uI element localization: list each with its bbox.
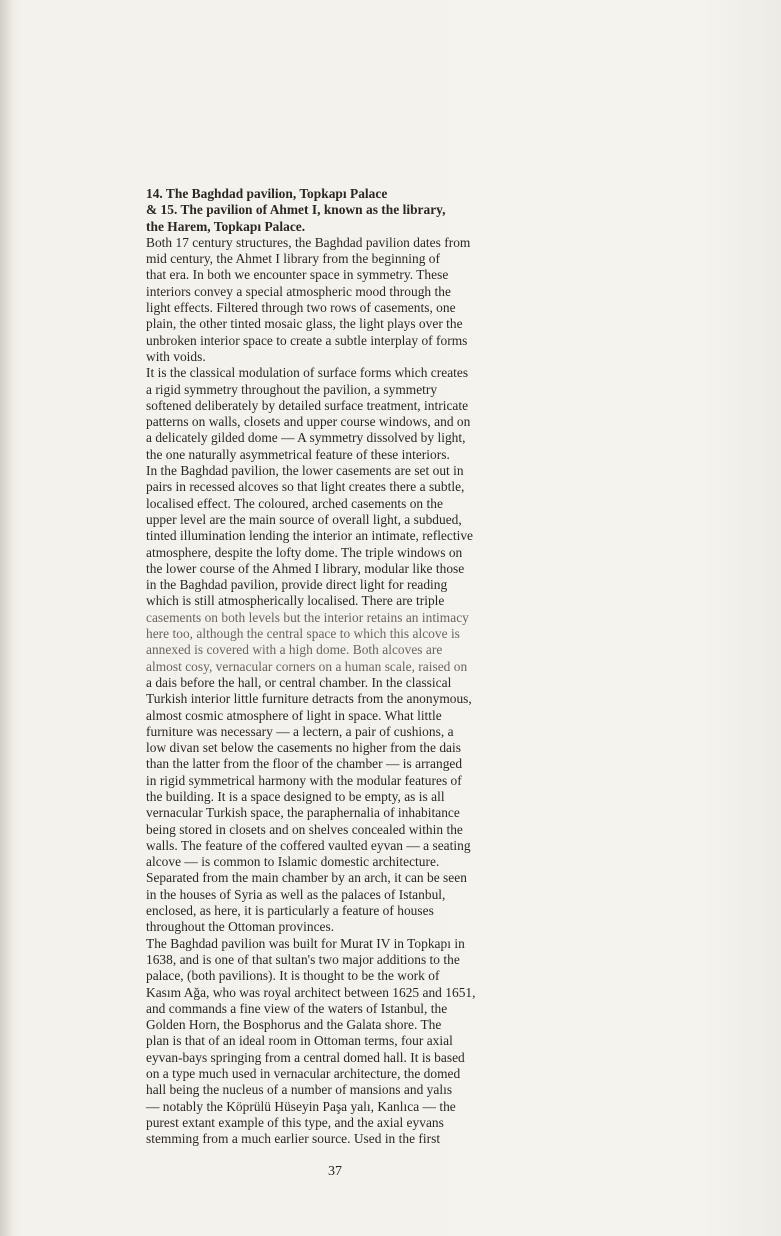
body-text-line: unbroken interior space to create a subtle interplay of forms bbox=[146, 332, 468, 348]
body-text-line: in rigid symmetrical harmony with the modular features of bbox=[146, 772, 462, 788]
body-text-line: the lower course of the Ahmed I library, modular like those bbox=[146, 560, 465, 576]
body-text-line: the building. It is a space designed to be empty, as is all bbox=[146, 788, 445, 804]
body-text-line: Both 17 century structures, the Baghdad pavilion dates from bbox=[146, 234, 471, 250]
body-text-line: furniture was necessary — a lectern, a pair of cushions, a bbox=[146, 723, 454, 739]
heading-line: & 15. The pavilion of Ahmet I, known as the library, bbox=[146, 202, 446, 218]
body-text-line: in the houses of Syria as well as the palaces of Istanbul, bbox=[146, 886, 446, 902]
body-text-line: throughout the Ottoman provinces. bbox=[146, 919, 335, 935]
body-text-line: in the Baghdad pavilion, provide direct light for reading bbox=[146, 577, 448, 593]
body-text-line: low divan set below the casements no higher from the dais bbox=[146, 740, 461, 756]
body-text-line: being stored in closets and on shelves concealed within the bbox=[146, 821, 463, 837]
body-text-line: hall being the nucleus of a number of mansions and yalıs bbox=[146, 1082, 453, 1098]
body-text-line: a dais before the hall, or central chamber. In the classical bbox=[146, 674, 452, 690]
body-text-line: vernacular Turkish space, the paraphernalia of inhabitance bbox=[146, 805, 460, 821]
body-text-line: interiors convey a special atmospheric mood through the bbox=[146, 283, 451, 299]
body-text-line: almost cosmic atmosphere of light in space. What little bbox=[146, 707, 442, 723]
body-text-line: patterns on walls, closets and upper course windows, and on bbox=[146, 414, 471, 430]
body-text-line: purest extant example of this type, and the axial eyvans bbox=[146, 1114, 444, 1130]
body-text-line: a delicately gilded dome — A symmetry dissolved by light, bbox=[146, 430, 466, 446]
caption-heading bbox=[146, 186, 526, 235]
body-text-line: mid century, the Ahmet I library from the beginning of bbox=[146, 251, 440, 267]
body-text-line: casements on both levels but the interior retains an intimacy bbox=[146, 609, 469, 625]
body-text-line: upper level are the main source of overall light, a subdued, bbox=[146, 511, 462, 527]
body-text-line: on a type much used in vernacular architecture, the domed bbox=[146, 1066, 461, 1082]
body-text-line: — notably the Köprülü Hüseyin Paşa yalı, Kanlıca — the bbox=[146, 1098, 456, 1114]
body-text-line: atmosphere, despite the lofty dome. The triple windows on bbox=[146, 544, 463, 560]
heading-line: 14. The Baghdad pavilion, Topkapı Palace bbox=[146, 186, 388, 201]
body-text-line: It is the classical modulation of surface forms which creates bbox=[146, 365, 469, 381]
page-gutter-shadow bbox=[0, 0, 14, 1236]
body-text-line: a rigid symmetry throughout the pavilion, a symmetry bbox=[146, 381, 438, 397]
heading-line: the Harem, Topkapı Palace. bbox=[146, 218, 306, 234]
body-text-line: In the Baghdad pavilion, the lower casements are set out in bbox=[146, 463, 464, 479]
body-text-line: The Baghdad pavilion was built for Murat IV in Topkapı in bbox=[146, 935, 465, 951]
body-text-line: stemming from a much earlier source. Used in the first bbox=[146, 1131, 441, 1147]
body-text-line: Kasım Ağa, who was royal architect between 1625 and 1651, bbox=[146, 984, 476, 1000]
body-text-line: with voids. bbox=[146, 348, 206, 364]
body-text-line: the one naturally asymmetrical feature of these interiors. bbox=[146, 446, 450, 462]
body-text-line: Golden Horn, the Bosphorus and the Galata shore. The bbox=[146, 1017, 442, 1033]
body-text-line: here too, although the central space to which this alcove is bbox=[146, 626, 460, 642]
caption-text-block bbox=[146, 186, 526, 1148]
page-number: 37 bbox=[328, 1164, 342, 1179]
body-text-line: and commands a fine view of the waters of Istanbul, the bbox=[146, 1000, 448, 1016]
body-text-line: Turkish interior little furniture detracts from the anonymous, bbox=[146, 691, 472, 707]
body-text-line: light effects. Filtered through two rows of casements, one bbox=[146, 300, 456, 316]
body-text-line: which is still atmospherically localised. There are triple bbox=[146, 593, 445, 609]
body-text-line: almost cosy, vernacular corners on a human scale, raised on bbox=[146, 658, 468, 674]
body-text-line: walls. The feature of the coffered vaulted eyvan — a seating bbox=[146, 837, 471, 853]
body-text-line: Separated from the main chamber by an arch, it can be seen bbox=[146, 870, 467, 886]
body-text-line: plan is that of an ideal room in Ottoman terms, four axial bbox=[146, 1033, 453, 1049]
body-text-line: that era. In both we encounter space in symmetry. These bbox=[146, 267, 449, 283]
body-text-line: annexed is covered with a high dome. Both alcoves are bbox=[146, 642, 443, 658]
body-text-line: tinted illumination lending the interior an intimate, reflective bbox=[146, 528, 474, 544]
body-text-line: softened deliberately by detailed surface treatment, intricate bbox=[146, 397, 469, 413]
body-text-line: alcove — is common to Islamic domestic architecture. bbox=[146, 854, 440, 870]
body-text-line: palace, (both pavilions). It is thought to be the work of bbox=[146, 968, 440, 984]
body-text-line: 1638, and is one of that sultan's two major additions to the bbox=[146, 951, 460, 967]
body-text-line: eyvan-bays springing from a central domed hall. It is based bbox=[146, 1049, 465, 1065]
caption-body bbox=[146, 235, 526, 1148]
body-text-line: enclosed, as here, it is particularly a feature of houses bbox=[146, 903, 434, 919]
body-text-line: pairs in recessed alcoves so that light creates there a subtle, bbox=[146, 479, 465, 495]
body-text-line: plain, the other tinted mosaic glass, the light plays over the bbox=[146, 316, 463, 332]
body-text-line: localised effect. The coloured, arched casements on the bbox=[146, 495, 443, 511]
body-text-line: than the latter from the floor of the chamber — is arranged bbox=[146, 756, 463, 772]
